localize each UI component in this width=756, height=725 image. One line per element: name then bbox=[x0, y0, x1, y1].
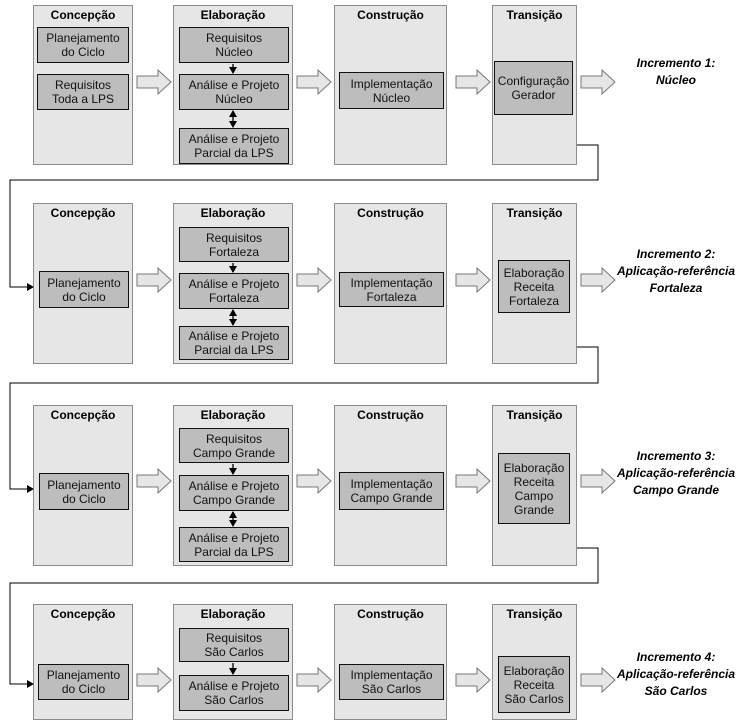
phase-title: Transição bbox=[506, 607, 563, 621]
activity-box-concepcao: Planejamento do Ciclo bbox=[39, 271, 129, 308]
activity-box-elaboracao: Requisitos Fortaleza bbox=[179, 227, 289, 262]
activity-box-construcao: Implementação São Carlos bbox=[339, 664, 444, 700]
increment-label: Incremento 1: Núcleo bbox=[636, 56, 716, 87]
activity-box-concepcao: Planejamento do Ciclo bbox=[37, 27, 129, 63]
phase-title: Concepção bbox=[50, 206, 116, 220]
phase-title: Elaboração bbox=[200, 607, 266, 621]
phase-title: Transição bbox=[506, 8, 563, 22]
phase-title: Construção bbox=[357, 607, 424, 621]
phase-title: Construção bbox=[357, 408, 424, 422]
activity-box-elaboracao: Análise e Projeto Fortaleza bbox=[179, 273, 289, 309]
activity-box-elaboracao: Análise e Projeto São Carlos bbox=[179, 675, 289, 711]
phase-title: Construção bbox=[357, 206, 424, 220]
activity-box-transicao: Elaboração Receita Fortaleza bbox=[498, 260, 570, 313]
activity-box-transicao: Elaboração Receita São Carlos bbox=[498, 656, 570, 713]
activity-box-elaboracao: Análise e Projeto Núcleo bbox=[179, 74, 289, 110]
phase-title: Concepção bbox=[50, 8, 116, 22]
phase-title: Construção bbox=[357, 8, 424, 22]
activity-box-elaboracao: Análise e Projeto Campo Grande bbox=[179, 475, 289, 511]
activity-box-elaboracao: Requisitos Núcleo bbox=[179, 27, 289, 63]
phase-title: Elaboração bbox=[200, 8, 266, 22]
phase-title: Elaboração bbox=[200, 206, 266, 220]
phase-title: Transição bbox=[506, 206, 563, 220]
increment-label: Incremento 2: Aplicação-referência Fortaleza bbox=[616, 247, 736, 295]
activity-box-concepcao: Requisitos Toda a LPS bbox=[37, 74, 129, 110]
phase-concepcao-4 bbox=[33, 604, 133, 720]
activity-box-elaboracao: Requisitos São Carlos bbox=[179, 628, 289, 662]
phase-title: Elaboração bbox=[200, 408, 266, 422]
activity-box-transicao: Elaboração Receita Campo Grande bbox=[498, 453, 570, 524]
activity-box-concepcao: Planejamento do Ciclo bbox=[38, 664, 129, 700]
activity-box-construcao: Implementação Campo Grande bbox=[339, 472, 444, 510]
phase-title: Concepção bbox=[50, 607, 116, 621]
activity-box-construcao: Implementação Fortaleza bbox=[339, 272, 444, 307]
activity-box-elaboracao: Análise e Projeto Parcial da LPS bbox=[179, 326, 289, 360]
activity-box-elaboracao: Análise e Projeto Parcial da LPS bbox=[179, 128, 289, 164]
activity-box-construcao: Implementação Núcleo bbox=[339, 72, 444, 109]
activity-box-transicao: Configuração Gerador bbox=[494, 61, 573, 115]
phase-title: Transição bbox=[506, 408, 563, 422]
activity-box-elaboracao: Requisitos Campo Grande bbox=[179, 428, 289, 463]
increment-label: Incremento 3: Aplicação-referência Campo Grande bbox=[616, 449, 736, 497]
activity-box-elaboracao: Análise e Projeto Parcial da LPS bbox=[179, 527, 289, 562]
phase-construcao-4 bbox=[334, 604, 447, 720]
activity-box-concepcao: Planejamento do Ciclo bbox=[39, 473, 129, 510]
phase-title: Concepção bbox=[50, 408, 116, 422]
increment-label: Incremento 4: Aplicação-referência São Carlos bbox=[616, 650, 736, 698]
